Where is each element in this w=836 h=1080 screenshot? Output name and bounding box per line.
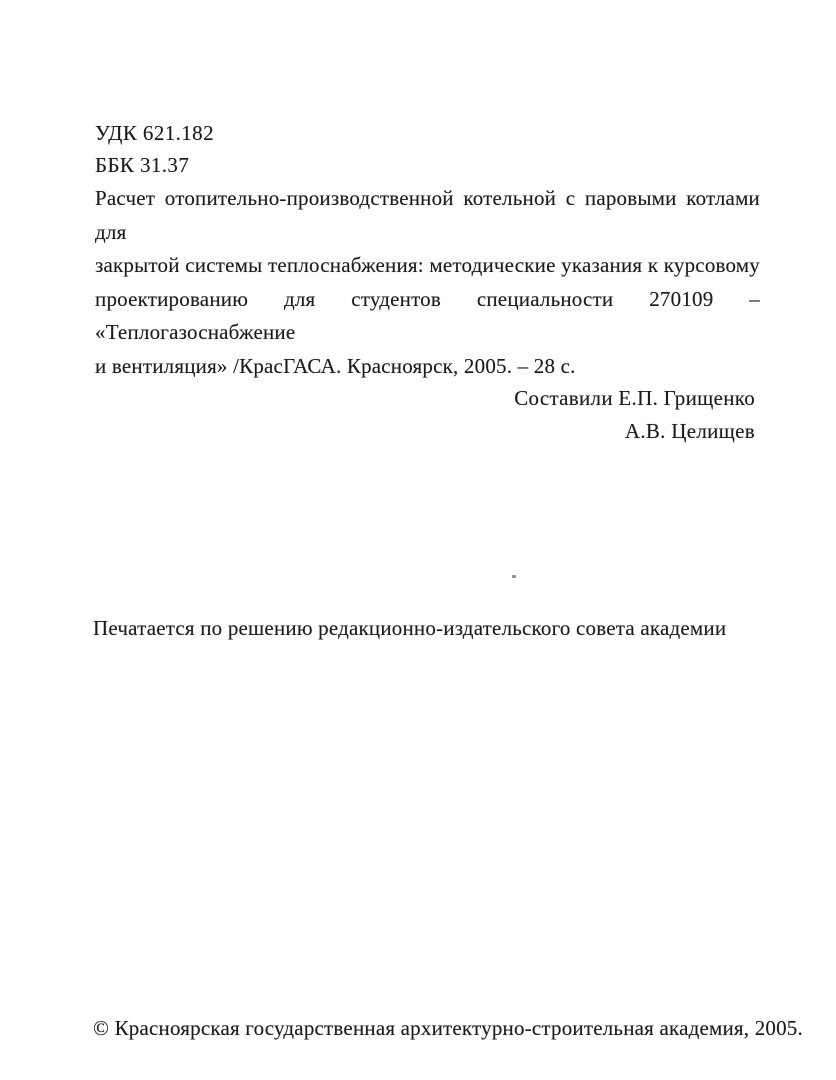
- compiler-line-1: Составили Е.П. Грищенко: [514, 386, 755, 410]
- bbk-code: ББК 31.37: [95, 153, 190, 177]
- compilers-block: [514, 382, 755, 448]
- abstract-line-2: закрытой системы теплоснабжения: методические указания к курсовому: [95, 253, 760, 277]
- bibliographic-description: [95, 182, 760, 383]
- abstract-line-1: Расчет отопительно-производственной котельной с паровыми котлами для: [95, 186, 760, 244]
- scan-artifact-speck: [512, 575, 516, 578]
- abstract-line-4: и вентиляция» /КрасГАСА. Красноярск, 2005. – 28 с.: [95, 353, 576, 378]
- abstract-line-3: проектированию для студентов специальности 270109 – «Теплогазоснабжение: [95, 286, 760, 344]
- printing-approval-note: Печатается по решению редакционно-издательского совета академии: [93, 616, 727, 640]
- compiler-line-2: А.В. Целищев: [624, 419, 755, 443]
- copyright-notice: © Красноярская государственная архитектурно-строительная академия, 2005.: [93, 1016, 803, 1040]
- udk-code: УДК 621.182: [95, 121, 214, 145]
